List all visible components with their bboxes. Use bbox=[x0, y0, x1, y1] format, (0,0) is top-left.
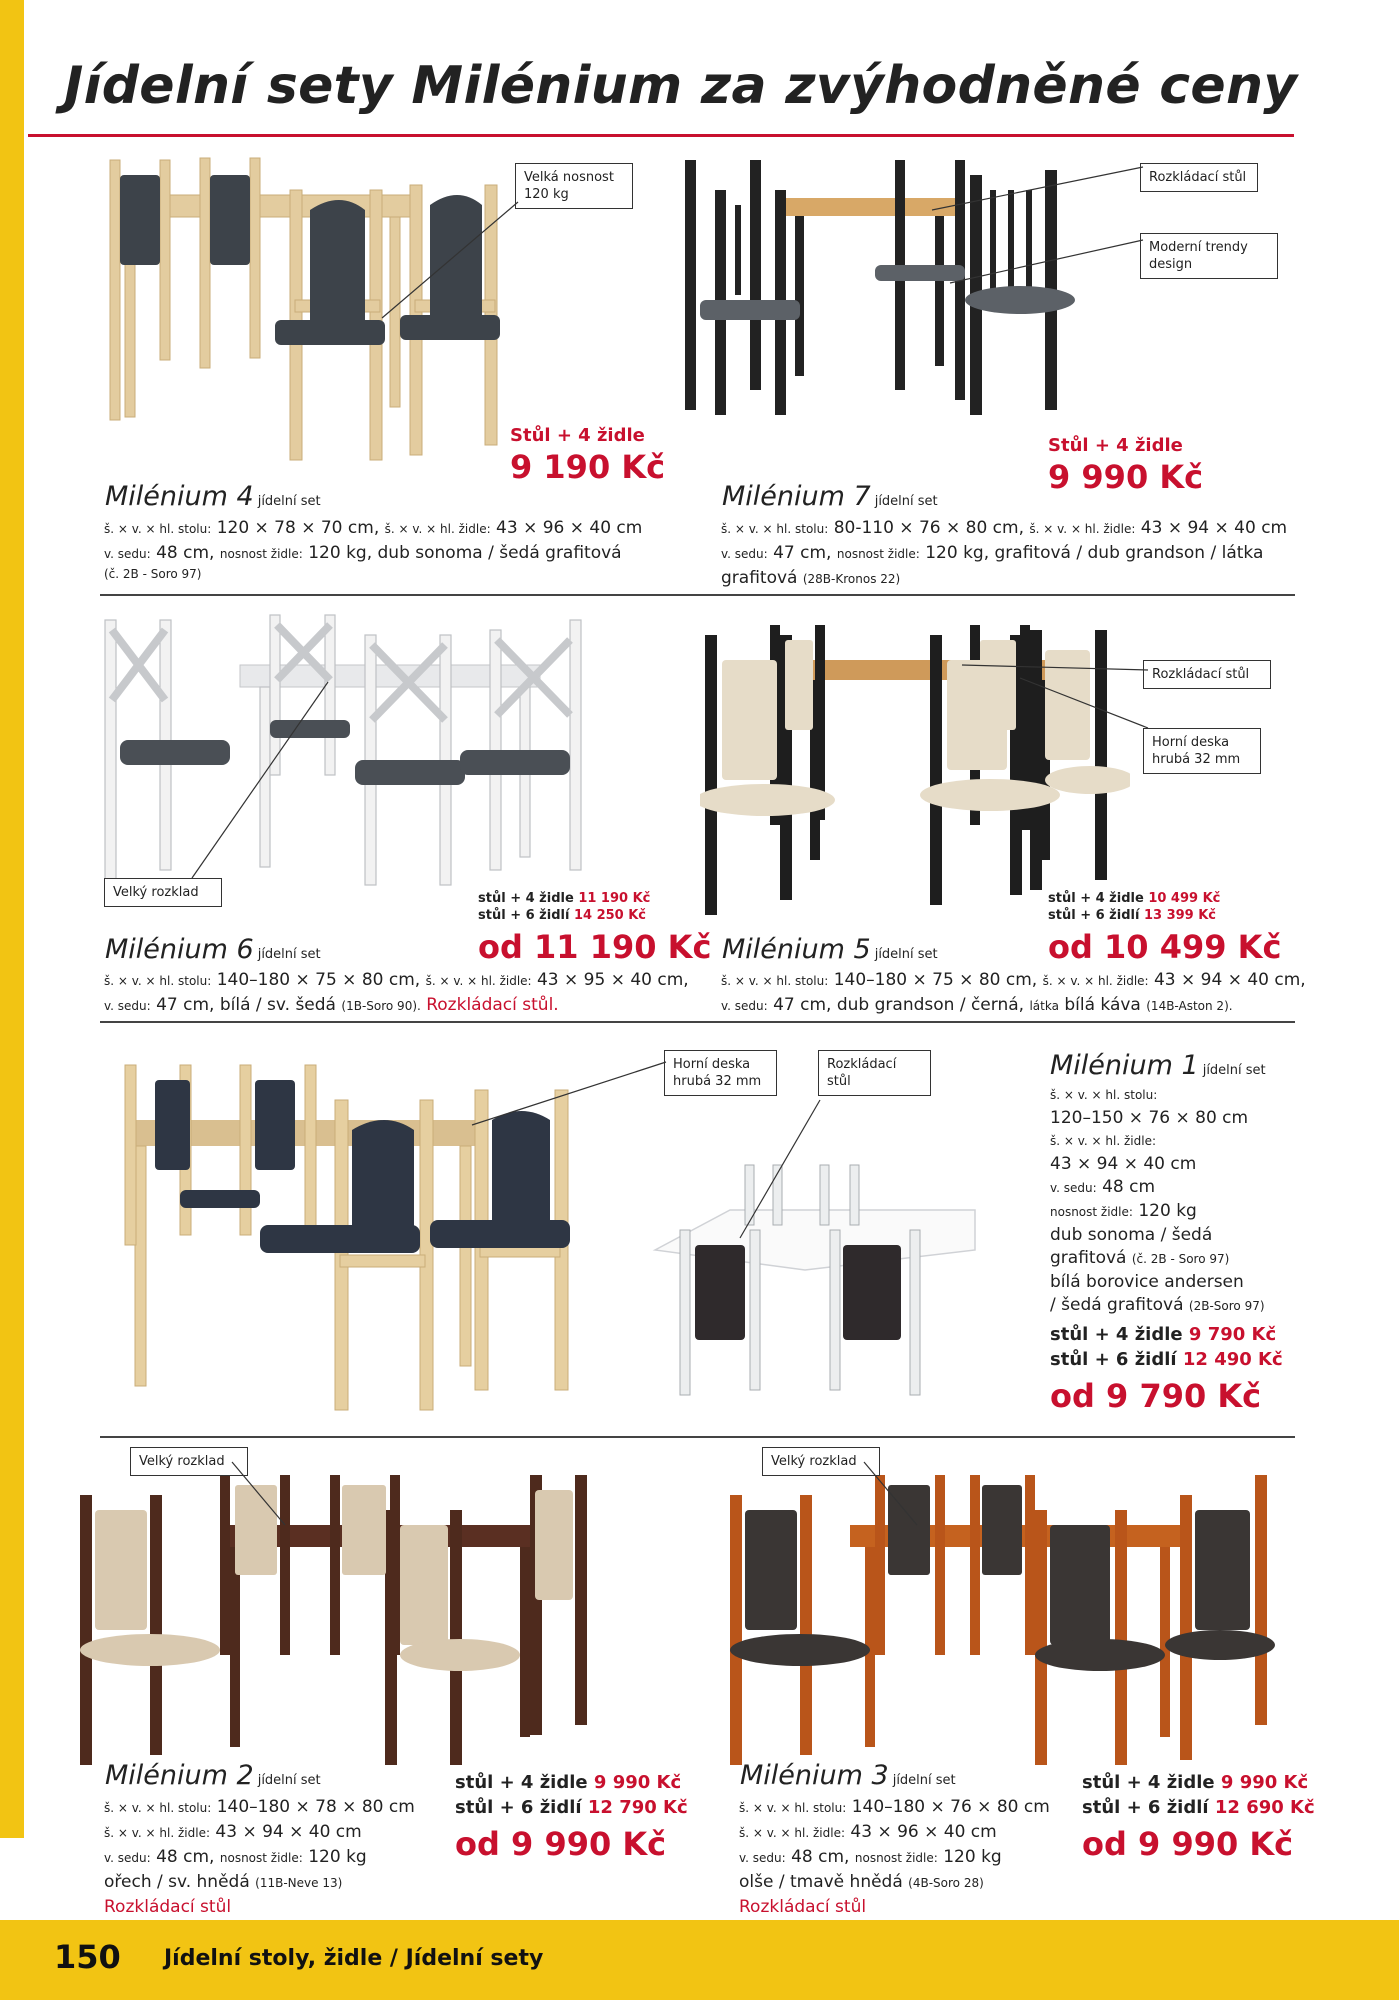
row-divider-3 bbox=[100, 1436, 1295, 1438]
milenium-3-name bbox=[740, 1760, 956, 1791]
milenium-2-photo bbox=[70, 1470, 640, 1770]
milenium-4-price: 9 190 Kč bbox=[510, 448, 666, 486]
milenium-6-specs: š. × v. × hl. stolu: 140–180 × 75 × 80 cm, š. × v. × hl. židle: 43 × 95 × 40 cm, v. sedu: 47 cm, bílá / sv. šedá (1B-Soro 90). Rozkládací stůl. bbox=[104, 970, 689, 1015]
milenium-7-callout-lines bbox=[930, 165, 1145, 285]
milenium-7-callout-design: Moderní trendy design bbox=[1140, 233, 1278, 279]
milenium-5-specs: š. × v. × hl. stolu: 140–180 × 75 × 80 cm, š. × v. × hl. židle: 43 × 94 × 40 cm, v. sedu: 47 cm, dub grandson / černá, látka bílá káva (14B-Aston 2). bbox=[721, 970, 1306, 1015]
milenium-2-callout-extension: Velký rozklad bbox=[130, 1447, 248, 1476]
milenium-7-specs: š. × v. × hl. stolu: 80-110 × 76 × 80 cm, š. × v. × hl. židle: 43 × 94 × 40 cm v. sedu: 47 cm, nosnost židle: 120 kg, grafitová / dub grandson / látka grafitová (28B-Kronos 22) bbox=[721, 518, 1288, 588]
milenium-2-callout-line bbox=[230, 1460, 290, 1530]
milenium-1-price: od 9 790 Kč bbox=[1050, 1377, 1262, 1415]
milenium-6-photo bbox=[100, 610, 640, 890]
footer-section-label: Jídelní stoly, židle / Jídelní sety bbox=[164, 1946, 544, 1971]
yellow-side-bar bbox=[0, 0, 24, 1838]
milenium-2-name bbox=[105, 1760, 321, 1791]
milenium-4-specs: š. × v. × hl. stolu: 120 × 78 × 70 cm, š. × v. × hl. židle: 43 × 96 × 40 cm v. sedu: 48 cm, nosnost židle: 120 kg, dub sonoma / šedá grafitová (č. 2B - Soro 97) bbox=[104, 518, 643, 581]
milenium-5-callout-lines bbox=[960, 660, 1150, 760]
milenium-4-name bbox=[105, 481, 321, 512]
milenium-7-name-text: Milénium 7 bbox=[722, 481, 871, 512]
milenium-1-callout-extendable: Rozkládací stůl bbox=[818, 1050, 931, 1096]
milenium-5-price-6: stůl + 6 židlí 13 399 Kč bbox=[1048, 908, 1217, 923]
milenium-2-type: jídelní set bbox=[257, 1773, 321, 1788]
milenium-1-price-4: stůl + 4 židle 9 790 Kč bbox=[1050, 1324, 1277, 1345]
milenium-5-price: od 10 499 Kč bbox=[1048, 928, 1282, 966]
milenium-6-callout-line bbox=[190, 680, 330, 880]
milenium-3-photo bbox=[720, 1470, 1280, 1770]
milenium-6-callout-extension: Velký rozklad bbox=[104, 878, 222, 907]
milenium-3-name-text: Milénium 3 bbox=[740, 1760, 889, 1791]
page-number: 150 bbox=[54, 1938, 121, 1976]
milenium-5-callout-extendable: Rozkládací stůl bbox=[1143, 660, 1271, 689]
milenium-3-price-4: stůl + 4 židle 9 990 Kč bbox=[1082, 1772, 1309, 1793]
milenium-5-price-4: stůl + 4 židle 10 499 Kč bbox=[1048, 891, 1221, 906]
milenium-1-price-6: stůl + 6 židlí 12 490 Kč bbox=[1050, 1349, 1283, 1370]
milenium-4-price-label: Stůl + 4 židle bbox=[510, 425, 645, 446]
milenium-5-type: jídelní set bbox=[874, 947, 938, 962]
milenium-3-callout-line bbox=[862, 1460, 922, 1530]
milenium-4-name-text: Milénium 4 bbox=[105, 481, 254, 512]
milenium-1-name bbox=[1050, 1050, 1266, 1081]
milenium-4-type: jídelní set bbox=[257, 494, 321, 509]
milenium-2-price-4: stůl + 4 židle 9 990 Kč bbox=[455, 1772, 682, 1793]
milenium-3-callout-extension: Velký rozklad bbox=[762, 1447, 880, 1476]
milenium-3-price: od 9 990 Kč bbox=[1082, 1825, 1294, 1863]
milenium-7-name bbox=[722, 481, 938, 512]
milenium-3-specs: š. × v. × hl. stolu: 140–180 × 76 × 80 cm š. × v. × hl. židle: 43 × 96 × 40 cm v. sedu: 48 cm, nosnost židle: 120 kg olše / tmavě hnědá (4B-Soro 28) Rozkládací stůl bbox=[739, 1797, 1050, 1917]
milenium-1-specs: š. × v. × hl. stolu: 120–150 × 76 × 80 cm š. × v. × hl. židle: 43 × 94 × 40 cm v. sedu: 48 cm nosnost židle: 120 kg dub sonoma / šedá grafitová (č. 2B - Soro 97) bílá borovice andersen / šedá grafitová (2B-Soro 97) bbox=[1050, 1088, 1265, 1315]
milenium-7-callout-extendable: Rozkládací stůl bbox=[1140, 163, 1258, 192]
milenium-5-name-text: Milénium 5 bbox=[722, 934, 871, 965]
milenium-4-callout-line bbox=[380, 200, 520, 320]
milenium-2-specs: š. × v. × hl. stolu: 140–180 × 78 × 80 cm š. × v. × hl. židle: 43 × 94 × 40 cm v. sedu: 48 cm, nosnost židle: 120 kg ořech / sv. hnědá (11B-Neve 13) Rozkládací stůl bbox=[104, 1797, 415, 1917]
milenium-7-price-label: Stůl + 4 židle bbox=[1048, 435, 1183, 456]
milenium-6-price: od 11 190 Kč bbox=[478, 928, 712, 966]
milenium-6-name bbox=[105, 934, 321, 965]
page-title: Jídelní sety Milénium za zvýhodněné ceny bbox=[64, 56, 1298, 116]
milenium-1-type: jídelní set bbox=[1202, 1063, 1266, 1078]
title-underline bbox=[28, 134, 1294, 137]
milenium-7-price: 9 990 Kč bbox=[1048, 458, 1204, 496]
milenium-7-type: jídelní set bbox=[874, 494, 938, 509]
milenium-3-price-6: stůl + 6 židlí 12 690 Kč bbox=[1082, 1797, 1315, 1818]
milenium-1-name-text: Milénium 1 bbox=[1050, 1050, 1199, 1081]
row-divider-1 bbox=[100, 594, 1295, 596]
milenium-2-name-text: Milénium 2 bbox=[105, 1760, 254, 1791]
row-divider-2 bbox=[100, 1021, 1295, 1023]
milenium-5-callout-top: Horní deska hrubá 32 mm bbox=[1143, 728, 1261, 774]
milenium-2-price: od 9 990 Kč bbox=[455, 1825, 667, 1863]
milenium-6-price-6: stůl + 6 židlí 14 250 Kč bbox=[478, 908, 647, 923]
milenium-2-price-6: stůl + 6 židlí 12 790 Kč bbox=[455, 1797, 688, 1818]
milenium-3-type: jídelní set bbox=[892, 1773, 956, 1788]
milenium-1-callout-top: Horní deska hrubá 32 mm bbox=[664, 1050, 777, 1096]
milenium-6-type: jídelní set bbox=[257, 947, 321, 962]
milenium-1-callout-lines bbox=[470, 1060, 890, 1240]
milenium-5-name bbox=[722, 934, 938, 965]
milenium-6-price-4: stůl + 4 židle 11 190 Kč bbox=[478, 891, 651, 906]
milenium-4-callout-capacity: Velká nosnost 120 kg bbox=[515, 163, 633, 209]
milenium-6-name-text: Milénium 6 bbox=[105, 934, 254, 965]
